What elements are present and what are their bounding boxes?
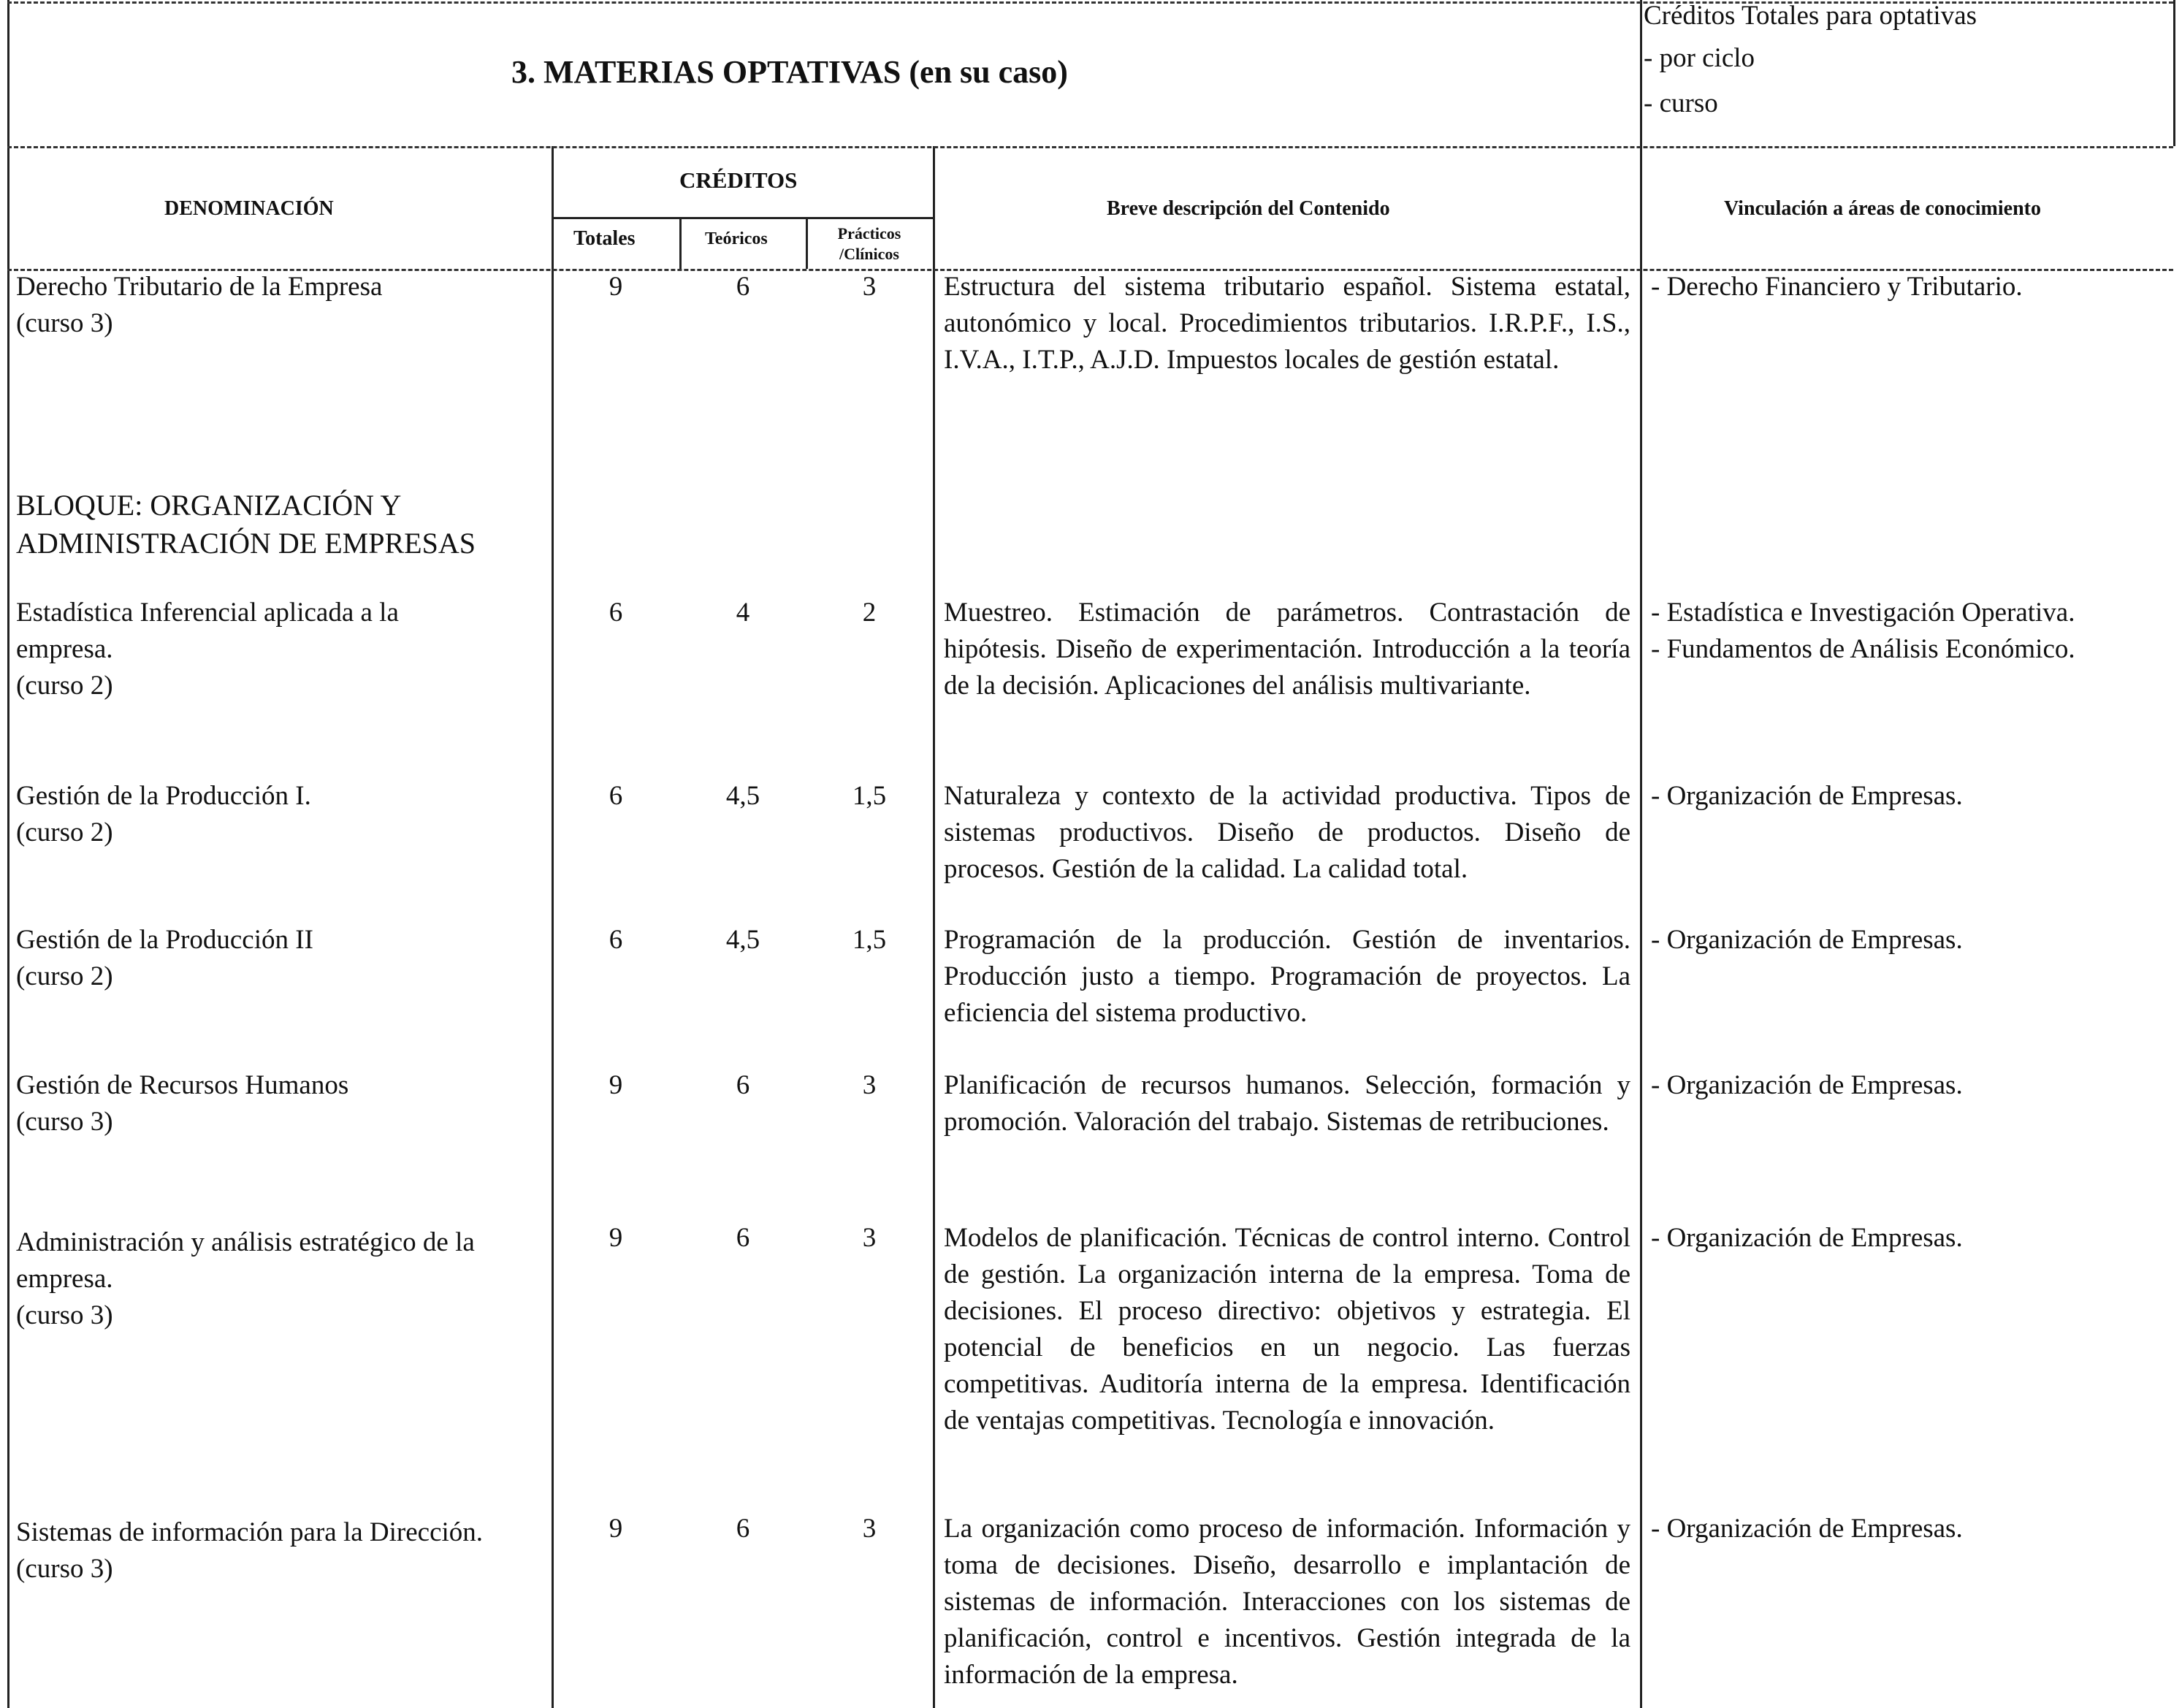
row-estadistica-totales: 6 bbox=[609, 598, 623, 628]
frame-left-border bbox=[7, 0, 9, 1708]
credits-box bbox=[1644, 0, 1977, 122]
course-name: Sistemas de información para la Dirección. bbox=[16, 1517, 484, 1547]
knowledge-area: - Organización de Empresas. bbox=[1651, 1070, 1963, 1100]
course-name: Derecho Tributario de la Empresa bbox=[16, 272, 383, 302]
row-sistemas-informacion-areas bbox=[1651, 1511, 1963, 1547]
course-year: (curso 2) bbox=[16, 671, 113, 701]
col-creditos-divider bbox=[933, 146, 935, 1708]
row-administracion-description: Modelos de planificación. Técnicas de control interno. Control de gestión. La organización interna de la empresa. Toma de decisiones. El proceso directivo: objetivos y estrategia. El potencial de beneficios en un negocio. Las fuerzas competitivas. Auditoría interna de la empresa. Identificación de ventajas competitivas. Tecnología e innovación. bbox=[944, 1223, 1630, 1436]
row-administracion-teoricos: 6 bbox=[736, 1223, 750, 1253]
row-administracion-areas bbox=[1651, 1220, 1963, 1257]
col-totales-divider bbox=[679, 218, 682, 269]
creditos-subheader-line bbox=[552, 217, 933, 219]
course-year: (curso 3) bbox=[16, 308, 113, 338]
row-produccion-2-practicos: 1,5 bbox=[852, 925, 887, 955]
credits-box-por-ciclo: - por ciclo bbox=[1644, 43, 1755, 73]
knowledge-area: - Organización de Empresas. bbox=[1651, 781, 1963, 811]
column-header-teoricos: Teóricos bbox=[705, 229, 768, 248]
column-header-practicos-line2: /Clínicos bbox=[839, 245, 899, 263]
course-year: (curso 2) bbox=[16, 961, 113, 991]
course-name: Gestión de la Producción I. bbox=[16, 781, 311, 811]
row-estadistica-name bbox=[16, 595, 546, 704]
frame-right-border bbox=[2173, 0, 2175, 146]
block-heading-line1: BLOQUE: ORGANIZACIÓN Y bbox=[16, 489, 402, 522]
block-heading bbox=[16, 487, 476, 563]
row-estadistica-teoricos: 4 bbox=[736, 598, 750, 628]
course-year: (curso 3) bbox=[16, 1107, 113, 1137]
course-name: Gestión de la Producción II bbox=[16, 925, 313, 955]
row-produccion-1-areas bbox=[1651, 778, 1963, 815]
row-estadistica-areas bbox=[1651, 595, 2075, 668]
row-derecho-tributario-description: Estructura del sistema tributario español. Sistema estatal, autonómico y local. Procedimientos tributarios. I.R.P.F., I.S., I.V.A., I.T.P., A.J.D. Impuestos locales de gestión estatal. bbox=[944, 272, 1630, 375]
row-administracion-name bbox=[16, 1224, 546, 1334]
row-produccion-1-teoricos: 4,5 bbox=[725, 781, 760, 811]
row-administracion-practicos: 3 bbox=[862, 1223, 877, 1253]
row-produccion-1-description: Naturaleza y contexto de la actividad productiva. Tipos de sistemas productivos. Diseño de productos. Diseño de procesos. Gestión de la calidad. La calidad total. bbox=[944, 781, 1630, 884]
course-name: Estadística Inferencial aplicada a la bbox=[16, 598, 399, 628]
column-header-denominacion: DENOMINACIÓN bbox=[164, 197, 334, 220]
knowledge-area: - Organización de Empresas. bbox=[1651, 1514, 1963, 1544]
row-produccion-2-teoricos: 4,5 bbox=[725, 925, 760, 955]
column-header-practicos-line1: Prácticos bbox=[837, 224, 901, 243]
row-recursos-humanos-name bbox=[16, 1067, 546, 1140]
course-year: (curso 3) bbox=[16, 1554, 113, 1584]
page-title: 3. MATERIAS OPTATIVAS (en su caso) bbox=[511, 54, 1068, 90]
row-produccion-2-totales: 6 bbox=[609, 925, 623, 955]
row-sistemas-informacion-teoricos: 6 bbox=[736, 1514, 750, 1544]
course-name: Administración y análisis estratégico de la bbox=[16, 1227, 475, 1257]
credits-box-heading: Créditos Totales para optativas bbox=[1644, 1, 1977, 31]
block-heading-line2: ADMINISTRACIÓN DE EMPRESAS bbox=[16, 527, 476, 560]
knowledge-area: - Organización de Empresas. bbox=[1651, 925, 1963, 955]
knowledge-area: - Derecho Financiero y Tributario. bbox=[1651, 272, 2023, 302]
row-produccion-1-name bbox=[16, 778, 546, 851]
row-recursos-humanos-totales: 9 bbox=[609, 1070, 623, 1100]
row-produccion-1-totales: 6 bbox=[609, 781, 623, 811]
row-derecho-tributario-practicos: 3 bbox=[862, 272, 877, 302]
column-header-vinculacion: Vinculación a áreas de conocimiento bbox=[1724, 197, 2041, 220]
header-credits-divider bbox=[1640, 0, 1642, 1708]
row-sistemas-informacion-name bbox=[16, 1514, 553, 1587]
course-name-cont: empresa. bbox=[16, 634, 113, 664]
row-produccion-2-areas bbox=[1651, 922, 1963, 958]
row-estadistica-practicos: 2 bbox=[862, 598, 877, 628]
header-bottom-border bbox=[7, 146, 2173, 148]
row-estadistica-description: Muestreo. Estimación de parámetros. Contrastación de hipótesis. Diseño de experimentación. Introducción a la teoría de la decisión. Aplicaciones del análisis multivariante. bbox=[944, 598, 1630, 701]
row-administracion-totales: 9 bbox=[609, 1223, 623, 1253]
row-sistemas-informacion-description: La organización como proceso de información. Información y toma de decisiones. Diseño, desarrollo e implantación de sistemas de información. Interacciones con los sistemas de planificación, control e incentivos. Gestión integrada de la información de la empresa. bbox=[944, 1514, 1630, 1690]
course-name-cont: empresa. bbox=[16, 1264, 113, 1294]
row-produccion-2-description: Programación de la producción. Gestión de inventarios. Producción justo a tiempo. Programación de proyectos. La eficiencia del sistema productivo. bbox=[944, 925, 1630, 1028]
column-header-totales: Totales bbox=[573, 227, 636, 250]
column-header-creditos: CRÉDITOS bbox=[679, 167, 798, 193]
course-name: Gestión de Recursos Humanos bbox=[16, 1070, 349, 1100]
row-derecho-tributario-teoricos: 6 bbox=[736, 272, 750, 302]
column-header-practicos bbox=[811, 224, 928, 264]
col-teoricos-divider bbox=[806, 218, 808, 269]
row-recursos-humanos-areas bbox=[1651, 1067, 1963, 1104]
row-sistemas-informacion-totales: 9 bbox=[609, 1514, 623, 1544]
knowledge-area: - Estadística e Investigación Operativa. bbox=[1651, 598, 2075, 628]
course-year: (curso 3) bbox=[16, 1300, 113, 1330]
row-sistemas-informacion-practicos: 3 bbox=[862, 1514, 877, 1544]
row-derecho-tributario-name bbox=[16, 269, 546, 342]
row-derecho-tributario-totales: 9 bbox=[609, 272, 623, 302]
row-recursos-humanos-practicos: 3 bbox=[862, 1070, 877, 1100]
knowledge-area: - Organización de Empresas. bbox=[1651, 1223, 1963, 1253]
credits-box-curso: - curso bbox=[1644, 88, 1718, 118]
row-recursos-humanos-description: Planificación de recursos humanos. Selección, formación y promoción. Valoración del trabajo. Sistemas de retribuciones. bbox=[944, 1070, 1630, 1137]
course-year: (curso 2) bbox=[16, 817, 113, 847]
row-derecho-tributario-areas bbox=[1651, 269, 2023, 305]
row-recursos-humanos-teoricos: 6 bbox=[736, 1070, 750, 1100]
row-produccion-1-practicos: 1,5 bbox=[852, 781, 887, 811]
row-produccion-2-name bbox=[16, 922, 546, 995]
knowledge-area: - Fundamentos de Análisis Económico. bbox=[1651, 634, 2075, 664]
column-header-descripcion: Breve descripción del Contenido bbox=[1107, 197, 1390, 220]
